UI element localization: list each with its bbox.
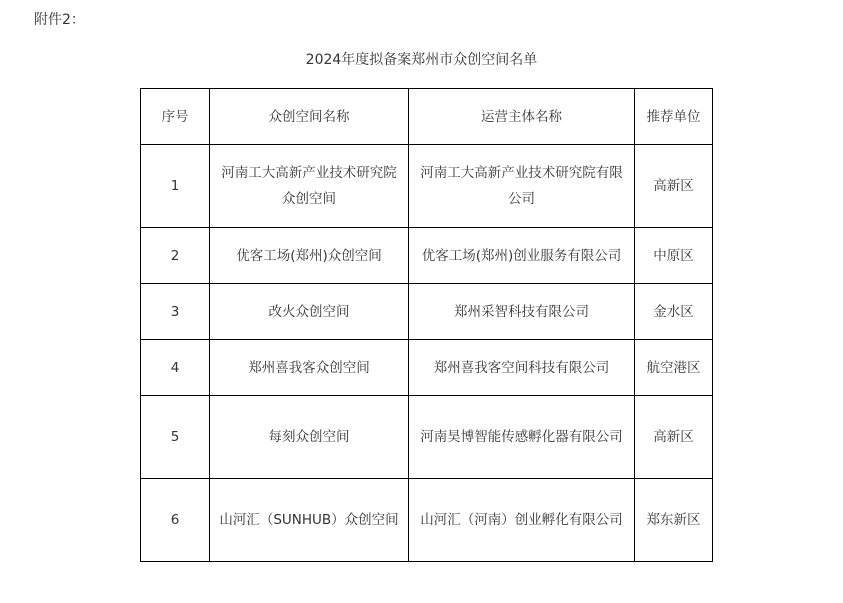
cell-operator: 优客工场(郑州)创业服务有限公司 (409, 228, 635, 284)
cell-operator: 河南昊博智能传感孵化器有限公司 (409, 396, 635, 479)
page-title: 2024年度拟备案郑州市众创空间名单 (305, 52, 538, 68)
cell-seq: 4 (141, 340, 210, 396)
cell-unit: 高新区 (635, 145, 713, 228)
header-operator: 运营主体名称 (409, 89, 635, 145)
cell-seq: 1 (141, 145, 210, 228)
cell-space-name: 山河汇（SUNHUB）众创空间 (210, 479, 409, 562)
table-row (141, 396, 713, 479)
table-header-row (141, 89, 713, 145)
cell-unit: 中原区 (635, 228, 713, 284)
cell-space-name: 河南工大高新产业技术研究院众创空间 (210, 145, 409, 228)
cell-operator: 郑州采智科技有限公司 (409, 284, 635, 340)
table-row (141, 228, 713, 284)
table-row (141, 145, 713, 228)
cell-space-name: 改火众创空间 (210, 284, 409, 340)
cell-unit: 郑东新区 (635, 479, 713, 562)
cell-space-name: 优客工场(郑州)众创空间 (210, 228, 409, 284)
header-unit: 推荐单位 (635, 89, 713, 145)
attachment-label: 附件2： (34, 12, 85, 28)
cell-operator: 山河汇（河南）创业孵化有限公司 (409, 479, 635, 562)
cell-unit: 金水区 (635, 284, 713, 340)
cell-seq: 5 (141, 396, 210, 479)
makerspace-table (140, 88, 713, 562)
cell-seq: 6 (141, 479, 210, 562)
header-seq: 序号 (141, 89, 210, 145)
cell-seq: 2 (141, 228, 210, 284)
cell-unit: 高新区 (635, 396, 713, 479)
table-row (141, 340, 713, 396)
table-row (141, 284, 713, 340)
cell-operator: 河南工大高新产业技术研究院有限公司 (409, 145, 635, 228)
table-row (141, 479, 713, 562)
cell-seq: 3 (141, 284, 210, 340)
cell-unit: 航空港区 (635, 340, 713, 396)
cell-space-name: 每刻众创空间 (210, 396, 409, 479)
cell-operator: 郑州喜我客空间科技有限公司 (409, 340, 635, 396)
header-space-name: 众创空间名称 (210, 89, 409, 145)
cell-space-name: 郑州喜我客众创空间 (210, 340, 409, 396)
